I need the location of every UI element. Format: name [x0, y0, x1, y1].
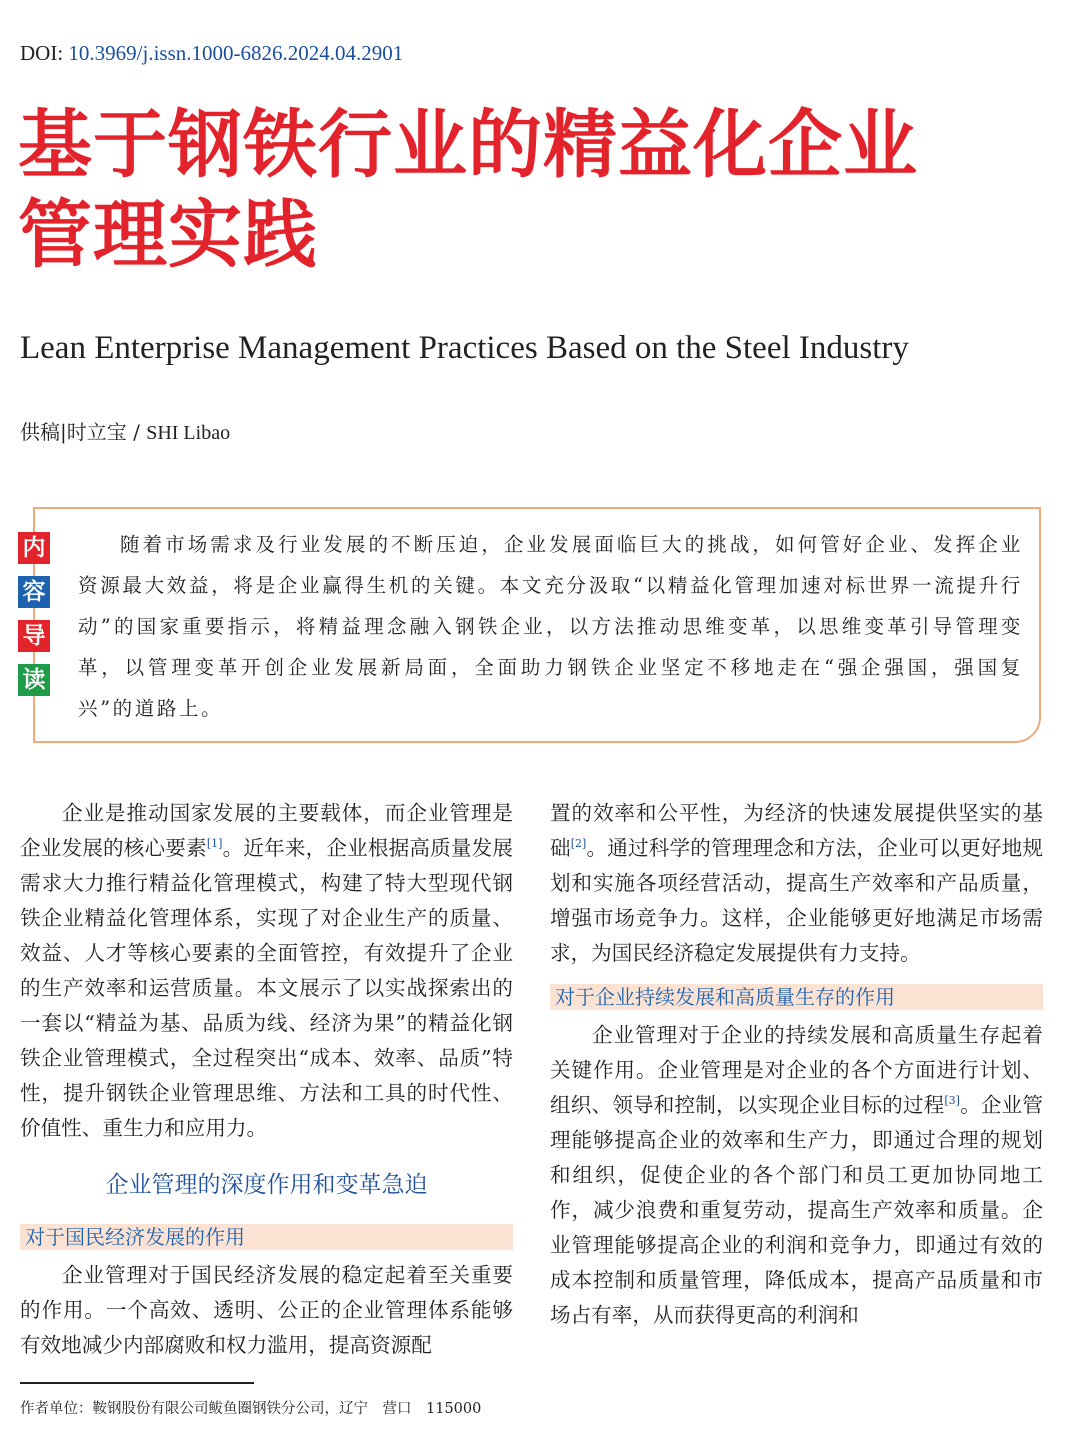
author-separator: /	[126, 420, 147, 444]
intro-paragraph: 企业是推动国家发展的主要载体，而企业管理是企业发展的核心要素[1]。近年来，企业根据高质量发展需求大力推行精益化管理模式，构建了特大型现代钢铁企业精益化管理体系，实现了对企业生产的质量、效益、人才等核心要素的全面管控，有效提升了企业的生产效率和运营质量。本文展示了以实战探索出的一套以“精益为基、品质为线、经济为果”的精益化钢铁企业管理模式，全过程突出“成本、效率、品质”特性，提升钢铁企业管理思维、方法和工具的时代性、价值性、重生力和应用力。	[20, 801, 513, 1140]
section-title: 企业管理的深度作用和变革急迫	[105, 1172, 428, 1198]
footnote-rule	[20, 1382, 254, 1384]
abstract-tag-char-2: 容	[18, 576, 50, 608]
author-name-en: SHI Libao	[146, 422, 231, 444]
subsection-title-1: 对于国民经济发展的作用	[20, 1224, 513, 1250]
paragraph-2: 企业管理对于企业的持续发展和高质量生存起着关键作用。企业管理是对企业的各个方面进行计划、组织、领导和控制，以实现企业目标的过程[3]。企业管理能够提高企业的效率和生产力，即通过合理的规划和组织，促使企业的各个部门和员工更加协同地工作，减少浪费和重复劳动，提高生产效率和质量。企业管理能够提高企业的利润和竞争力，即通过有效的成本控制和质量管理，降低成本，提高产品质量和市场占有率，从而获得更高的利润和	[550, 1023, 1044, 1327]
footnote: 作者单位：鞍钢股份有限公司鲅鱼圈钢铁分公司，辽宁 营口 115000	[20, 1401, 482, 1417]
left-column	[20, 796, 513, 1363]
abstract-text: 随着市场需求及行业发展的不断压迫，企业发展面临巨大的挑战，如何管好企业、发挥企业资源最大效益，将是企业赢得生机的关键。本文充分汲取“以精益化管理加速对标世界一流提升行动”的国家重要指示，将精益理念融入钢铁企业，以方法推动思维变革，以思维变革引导管理变革，以管理变革开创企业发展新局面，全面助力钢铁企业坚定不移地走在“强企强国，强国复兴”的道路上。	[78, 533, 1023, 720]
right-column	[550, 796, 1043, 1333]
doi-link[interactable]: 10.3969/j.issn.1000-6826.2024.04.2901	[68, 41, 404, 65]
abstract-tag-char-3: 导	[18, 620, 50, 652]
title-line-2: 管理实践	[18, 192, 318, 278]
subsection-title-2: 对于企业持续发展和高质量生存的作用	[550, 984, 1043, 1010]
doi-label: DOI:	[20, 41, 64, 65]
paragraph-1: 企业管理对于国民经济发展的稳定起着至关重要的作用。一个高效、透明、公正的企业管理体系能够有效地减少内部腐败和权力滥用，提高资源配	[20, 1263, 513, 1357]
reference-3[interactable]: [3]	[944, 1094, 960, 1108]
title-line-1: 基于钢铁行业的精益化企业	[18, 102, 918, 188]
author-prefix: 供稿|时立宝	[20, 420, 127, 444]
doi-line	[20, 41, 403, 66]
english-title: Lean Enterprise Management Practices Based on the Steel Industry	[20, 330, 909, 366]
abstract-tag	[18, 532, 50, 708]
abstract-tag-char-1: 内	[18, 532, 50, 564]
paragraph-1-continued: 置的效率和公平性，为经济的快速发展提供坚实的基础[2]。通过科学的管理理念和方法，企业可以更好地规划和实施各项经营活动，提高生产效率和产品质量，增强市场竞争力。这样，企业能够更好地满足市场需求，为国民经济稳定发展提供有力支持。	[550, 801, 1044, 965]
author-line	[20, 416, 230, 445]
abstract-tag-char-4: 读	[18, 664, 50, 696]
reference-2[interactable]: [2]	[570, 837, 587, 851]
reference-1[interactable]: [1]	[206, 837, 223, 851]
article-title	[18, 100, 918, 280]
